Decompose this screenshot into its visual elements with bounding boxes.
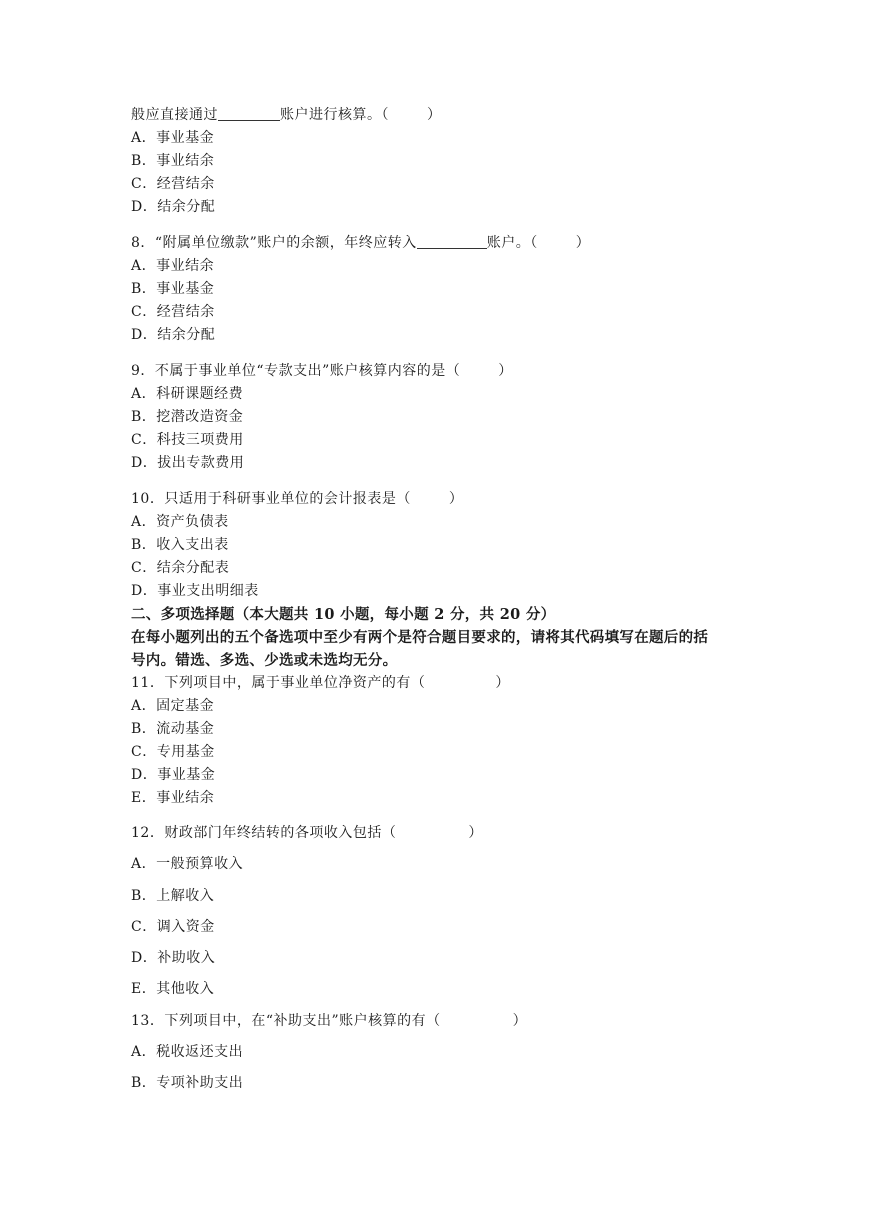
question-7-stem: 般应直接通过 账户进行核算。（ ） [131, 107, 442, 123]
question-8-stem: 8．“附属单位缴款”账户的余额，年终应转入 账户。（ ） [131, 235, 591, 251]
section-title: 二、多项选择题（本大题共 10 小题，每小题 2 分，共 20 分） [131, 606, 556, 623]
answer-blank [417, 234, 487, 249]
option-d: D．结余分配 [131, 199, 216, 215]
option-b: B．事业结余 [131, 153, 215, 169]
option-b: B．流动基金 [131, 721, 215, 737]
option-a: A．科研课题经费 [131, 386, 244, 402]
option-b: B．收入支出表 [131, 537, 229, 553]
option-e: E．事业结余 [131, 790, 215, 806]
option-c: C．经营结余 [131, 304, 215, 320]
question-11-stem: 11．下列项目中，属于事业单位净资产的有（ ） [131, 675, 510, 691]
section-instructions-cont: 号内。错选、多选、少选或未选均无分。 [131, 652, 398, 669]
exam-page [131, 104, 771, 1100]
option-a: A．税收返还支出 [131, 1044, 244, 1061]
option-b: B．事业基金 [131, 281, 215, 297]
option-c: C．科技三项费用 [131, 432, 244, 448]
option-a: A．事业基金 [131, 130, 215, 146]
question-13-stem: 13．下列项目中，在“补助支出”账户核算的有（ ） [131, 1012, 528, 1029]
option-c: C．专用基金 [131, 744, 215, 760]
option-a: A．事业结余 [131, 258, 215, 274]
option-b: B．专项补助支出 [131, 1075, 244, 1092]
option-a: A．固定基金 [131, 698, 215, 714]
option-d: D．补助收入 [131, 950, 216, 967]
option-c: C．经营结余 [131, 176, 215, 192]
option-c: C．调入资金 [131, 918, 215, 935]
option-b: B．挖潜改造资金 [131, 409, 244, 425]
option-a: A．一般预算收入 [131, 856, 244, 873]
option-d: D．事业支出明细表 [131, 583, 259, 599]
option-d: D．结余分配 [131, 327, 216, 343]
option-d: D．拔出专款费用 [131, 455, 245, 471]
option-b: B．上解收入 [131, 887, 215, 904]
answer-blank [218, 106, 280, 121]
question-10-stem: 10．只适用于科研事业单位的会计报表是（ ） [131, 491, 464, 507]
option-a: A．资产负债表 [131, 514, 229, 530]
question-12-stem: 12．财政部门年终结转的各项收入包括（ ） [131, 825, 483, 841]
option-c: C．结余分配表 [131, 560, 230, 576]
section-instructions: 在每小题列出的五个备选项中至少有两个是符合题目要求的，请将其代码填写在题后的括 [131, 629, 709, 646]
option-d: D．事业基金 [131, 767, 216, 783]
question-9-stem: 9．不属于事业单位“专款支出”账户核算内容的是（ ） [131, 363, 513, 379]
option-e: E．其他收入 [131, 981, 215, 998]
